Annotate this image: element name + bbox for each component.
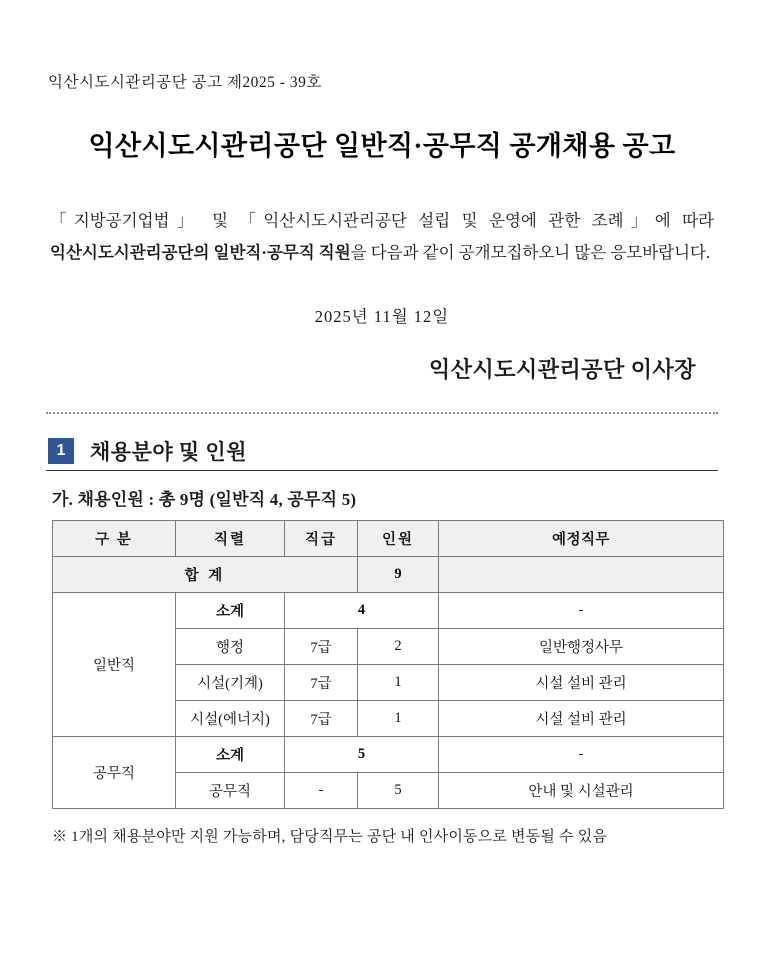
page-title: 익산시도시관리공단 일반직·공무직 공개채용 공고 <box>88 131 676 161</box>
duty-subtotal-general: - <box>439 593 724 629</box>
series-cell: 행정 <box>176 629 285 665</box>
duty-subtotal-public: - <box>439 737 724 773</box>
column-header-division: 구 분 <box>53 521 176 557</box>
total-duty <box>439 557 724 593</box>
column-header-duty: 예정직무 <box>439 521 724 557</box>
column-header-grade: 직급 <box>285 521 358 557</box>
section-divider <box>46 412 718 414</box>
signer-name: 익산시도시관리공단 이사장 <box>428 357 696 383</box>
intro-paragraph <box>50 205 714 269</box>
group-label-general: 일반직 <box>53 593 176 737</box>
column-header-series: 직렬 <box>176 521 285 557</box>
column-header-count: 인원 <box>358 521 439 557</box>
section-title: 채용분야 및 인원 <box>90 440 248 465</box>
duty-cell: 시설 설비 관리 <box>439 701 724 737</box>
count-subtotal-general: 4 <box>285 593 439 629</box>
subsection-title: 가. 채용인원 : 총 9명 (일반직 4, 공무직 5) <box>52 490 357 510</box>
grade-cell: - <box>285 773 358 809</box>
table-header-row <box>53 521 724 557</box>
intro-text-last: 을 다음과 같이 공개모집하오니 많은 응모바랍니다. <box>350 243 711 263</box>
section-heading <box>48 436 720 466</box>
grade-cell: 7급 <box>285 701 358 737</box>
series-cell: 공무직 <box>176 773 285 809</box>
table-body <box>53 557 724 809</box>
total-count: 9 <box>358 557 439 593</box>
series-cell: 시설(에너지) <box>176 701 285 737</box>
duty-cell: 시설 설비 관리 <box>439 665 724 701</box>
table-note: ※ 1개의 채용분야만 지원 가능하며, 담당직무는 공단 내 인사이동으로 변동될 수 있음 <box>52 829 608 846</box>
duty-cell: 일반행정사무 <box>439 629 724 665</box>
series-cell: 시설(기계) <box>176 665 285 701</box>
count-cell: 2 <box>358 629 439 665</box>
section-number-badge: 1 <box>48 438 74 464</box>
count-cell: 1 <box>358 701 439 737</box>
table-row <box>53 593 724 629</box>
series-subtotal-public: 소계 <box>176 737 285 773</box>
section-underline <box>46 470 718 471</box>
series-subtotal-general: 소계 <box>176 593 285 629</box>
count-cell: 5 <box>358 773 439 809</box>
count-subtotal-public: 5 <box>285 737 439 773</box>
duty-cell: 안내 및 시설관리 <box>439 773 724 809</box>
document-number: 익산시도시관리공단 공고 제2025 - 39호 <box>48 74 322 91</box>
grade-cell: 7급 <box>285 629 358 665</box>
recruitment-table <box>52 520 724 809</box>
grade-cell: 7급 <box>285 665 358 701</box>
announcement-date: 2025년 11월 12일 <box>314 307 450 327</box>
intro-text-first: 「지방공기업법」 및 「익산시도시관리공단 설립 및 운영에 관한 조례」에 따라 <box>50 211 714 230</box>
table-row <box>53 737 724 773</box>
table-row-total <box>53 557 724 593</box>
table-header <box>53 521 724 557</box>
group-label-public: 공무직 <box>53 737 176 809</box>
intro-text-bold: 익산시도시관리공단의 일반직·공무직 직원 <box>50 243 351 263</box>
count-cell: 1 <box>358 665 439 701</box>
total-label: 합 계 <box>53 557 358 593</box>
